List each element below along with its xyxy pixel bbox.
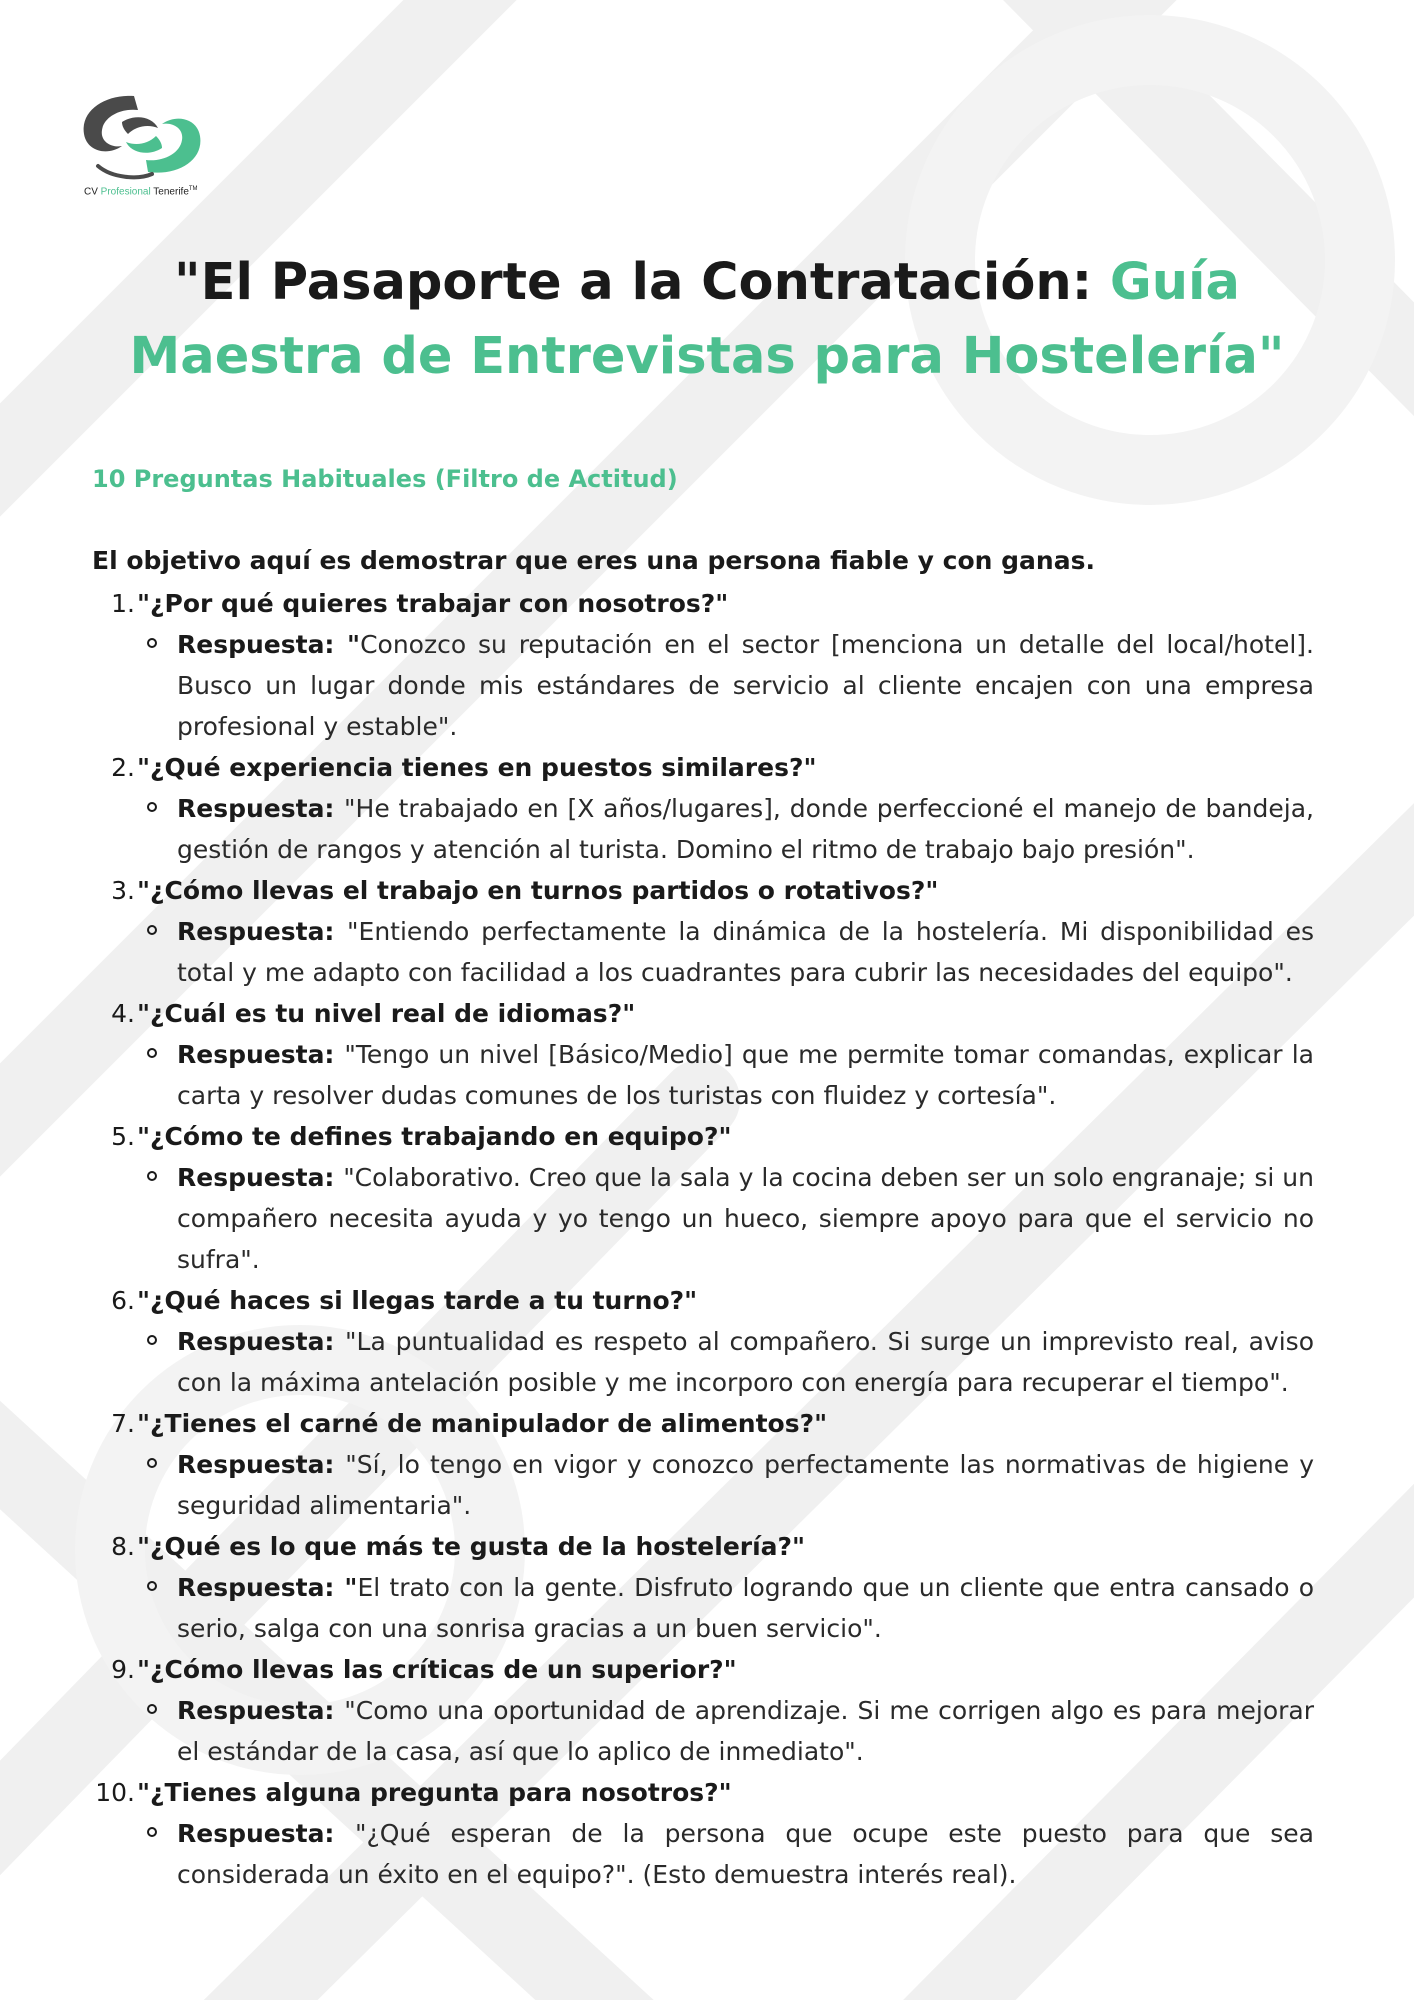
answer-label: Respuesta: bbox=[177, 1163, 335, 1192]
bullet-icon bbox=[147, 1581, 157, 1591]
bullet-icon bbox=[147, 1827, 157, 1837]
answer-text bbox=[177, 788, 1314, 870]
answer-body: "He trabajado en [X años/lugares], donde perfeccioné el manejo de bandeja, gestión de rangos y atención al turista. Domino el ritmo de trabajo bajo presión". bbox=[177, 794, 1314, 864]
answer bbox=[147, 1444, 1322, 1526]
question-number: 8. bbox=[111, 1532, 135, 1561]
answer-text bbox=[177, 1157, 1314, 1280]
answer-body: "Sí, lo tengo en vigor y conozco perfectamente las normativas de higiene y seguridad alimentaria". bbox=[177, 1450, 1314, 1520]
question-number: 5. bbox=[111, 1122, 135, 1151]
question-item-3 bbox=[92, 870, 1322, 993]
answer bbox=[147, 788, 1322, 870]
answer-open-quote bbox=[334, 1163, 343, 1192]
answer-text bbox=[177, 1034, 1314, 1116]
question-text: "¿Cómo llevas el trabajo en turnos partidos o rotativos?" bbox=[137, 876, 939, 905]
answer-open-quote bbox=[334, 1040, 344, 1069]
question-text: "¿Qué es lo que más te gusta de la hostelería?" bbox=[137, 1532, 806, 1561]
question-text: "¿Cómo llevas las críticas de un superior?" bbox=[137, 1655, 737, 1684]
logo-caption: CV Profesional Tenerife™ bbox=[84, 186, 198, 198]
answer bbox=[147, 911, 1322, 993]
question-text: "¿Qué experiencia tienes en puestos similares?" bbox=[137, 753, 817, 782]
answer-text bbox=[177, 1813, 1314, 1895]
question-text: "¿Cómo te defines trabajando en equipo?" bbox=[137, 1122, 732, 1151]
bullet-icon bbox=[147, 1458, 157, 1468]
answer-label: Respuesta: bbox=[177, 630, 335, 659]
answer bbox=[147, 624, 1322, 747]
question-item-2 bbox=[92, 747, 1322, 870]
answer-open-quote bbox=[334, 794, 344, 823]
question-item-1 bbox=[92, 583, 1322, 747]
question bbox=[92, 993, 1322, 1034]
question-number: 4. bbox=[111, 999, 135, 1028]
question bbox=[92, 583, 1322, 624]
company-logo bbox=[78, 88, 218, 203]
bullet-icon bbox=[147, 802, 157, 812]
question-text: "¿Por qué quieres trabajar con nosotros?" bbox=[137, 589, 729, 618]
question bbox=[92, 1403, 1322, 1444]
bullet-icon bbox=[147, 1048, 157, 1058]
answer bbox=[147, 1321, 1322, 1403]
answer-open-quote bbox=[334, 1696, 344, 1725]
answer-label: Respuesta: bbox=[177, 1573, 335, 1602]
answer-text bbox=[177, 911, 1314, 993]
question-number: 7. bbox=[111, 1409, 135, 1438]
question-number: 9. bbox=[111, 1655, 135, 1684]
answer-label: Respuesta: bbox=[177, 794, 335, 823]
question-number: 2. bbox=[111, 753, 135, 782]
answer-body: "Tengo un nivel [Básico/Medio] que me permite tomar comandas, explicar la carta y resolver dudas comunes de los turistas con fluidez y cortesía". bbox=[177, 1040, 1314, 1110]
answer-open-quote: " bbox=[334, 630, 361, 659]
answer-label: Respuesta: bbox=[177, 1450, 335, 1479]
answer-body: "¿Qué esperan de la persona que ocupe este puesto para que sea considerada un éxito en el equipo?". (Esto demuestra interés real). bbox=[177, 1819, 1314, 1889]
question bbox=[92, 747, 1322, 788]
question-item-10 bbox=[92, 1772, 1322, 1895]
question-item-7 bbox=[92, 1403, 1322, 1526]
answer-text bbox=[177, 624, 1314, 747]
answer-text bbox=[177, 1690, 1314, 1772]
answer-body: "La puntualidad es respeto al compañero. Si surge un imprevisto real, aviso con la máxima antelación posible y me incorporo con energía para recuperar el tiempo". bbox=[177, 1327, 1314, 1397]
bullet-icon bbox=[147, 1171, 157, 1181]
page-title: "El Pasaporte a la Contratación: Guía Maestra de Entrevistas para Hostelería" bbox=[129, 253, 1285, 386]
answer-body: El trato con la gente. Disfruto logrando que un cliente que entra cansado o serio, salga con una sonrisa gracias a un buen servicio". bbox=[177, 1573, 1314, 1643]
question-text: "¿Qué haces si llegas tarde a tu turno?" bbox=[137, 1286, 698, 1315]
answer bbox=[147, 1690, 1322, 1772]
answer-open-quote bbox=[334, 917, 347, 946]
question bbox=[92, 1526, 1322, 1567]
answer-body: Conozco su reputación en el sector [menciona un detalle del local/hotel]. Busco un lugar donde mis estándares de servicio al cliente encajen con una empresa profesional y estable". bbox=[177, 630, 1315, 741]
question-text: "¿Tienes el carné de manipulador de alimentos?" bbox=[137, 1409, 828, 1438]
question bbox=[92, 1116, 1322, 1157]
answer-body: "Como una oportunidad de aprendizaje. Si me corrigen algo es para mejorar el estándar de la casa, así que lo aplico de inmediato". bbox=[177, 1696, 1314, 1766]
answer-label: Respuesta: bbox=[177, 1696, 335, 1725]
answer bbox=[147, 1034, 1322, 1116]
intro-text: El objetivo aquí es demostrar que eres una persona fiable y con ganas. bbox=[92, 546, 1095, 575]
question-number: 1. bbox=[111, 589, 135, 618]
answer-body: "Entiendo perfectamente la dinámica de la hostelería. Mi disponibilidad es total y me adapto con facilidad a los cuadrantes para cubrir las necesidades del equipo". bbox=[177, 917, 1314, 987]
hands-logo-icon bbox=[78, 88, 208, 183]
question-item-6 bbox=[92, 1280, 1322, 1403]
question-text: "¿Tienes alguna pregunta para nosotros?" bbox=[137, 1778, 732, 1807]
answer-open-quote bbox=[334, 1819, 355, 1848]
question-text: "¿Cuál es tu nivel real de idiomas?" bbox=[137, 999, 636, 1028]
answer bbox=[147, 1813, 1322, 1895]
bullet-icon bbox=[147, 1335, 157, 1345]
question-number: 6. bbox=[111, 1286, 135, 1315]
section-heading: 10 Preguntas Habituales (Filtro de Actitud) bbox=[92, 465, 678, 493]
answer-label: Respuesta: bbox=[177, 1327, 335, 1356]
answer-open-quote bbox=[334, 1327, 345, 1356]
question-item-8 bbox=[92, 1526, 1322, 1649]
question-item-4 bbox=[92, 993, 1322, 1116]
answer-text bbox=[177, 1567, 1314, 1649]
answer-body: "Colaborativo. Creo que la sala y la cocina deben ser un solo engranaje; si un compañero necesita ayuda y yo tengo un hueco, siempre apoyo para que el servicio no sufra". bbox=[177, 1163, 1314, 1274]
bullet-icon bbox=[147, 925, 157, 935]
answer-label: Respuesta: bbox=[177, 1040, 335, 1069]
answer-open-quote bbox=[334, 1450, 345, 1479]
question-list bbox=[92, 583, 1322, 1895]
answer-label: Respuesta: bbox=[177, 1819, 335, 1848]
question bbox=[92, 1649, 1322, 1690]
bullet-icon bbox=[147, 1704, 157, 1714]
question bbox=[92, 1772, 1322, 1813]
question bbox=[92, 870, 1322, 911]
answer bbox=[147, 1157, 1322, 1280]
question-number: 10. bbox=[95, 1778, 135, 1807]
answer-text bbox=[177, 1321, 1314, 1403]
answer bbox=[147, 1567, 1322, 1649]
question-number: 3. bbox=[111, 876, 135, 905]
answer-text bbox=[177, 1444, 1314, 1526]
answer-open-quote: " bbox=[334, 1573, 358, 1602]
question-item-5 bbox=[92, 1116, 1322, 1280]
answer-label: Respuesta: bbox=[177, 917, 335, 946]
bullet-icon bbox=[147, 638, 157, 648]
question-item-9 bbox=[92, 1649, 1322, 1772]
question bbox=[92, 1280, 1322, 1321]
